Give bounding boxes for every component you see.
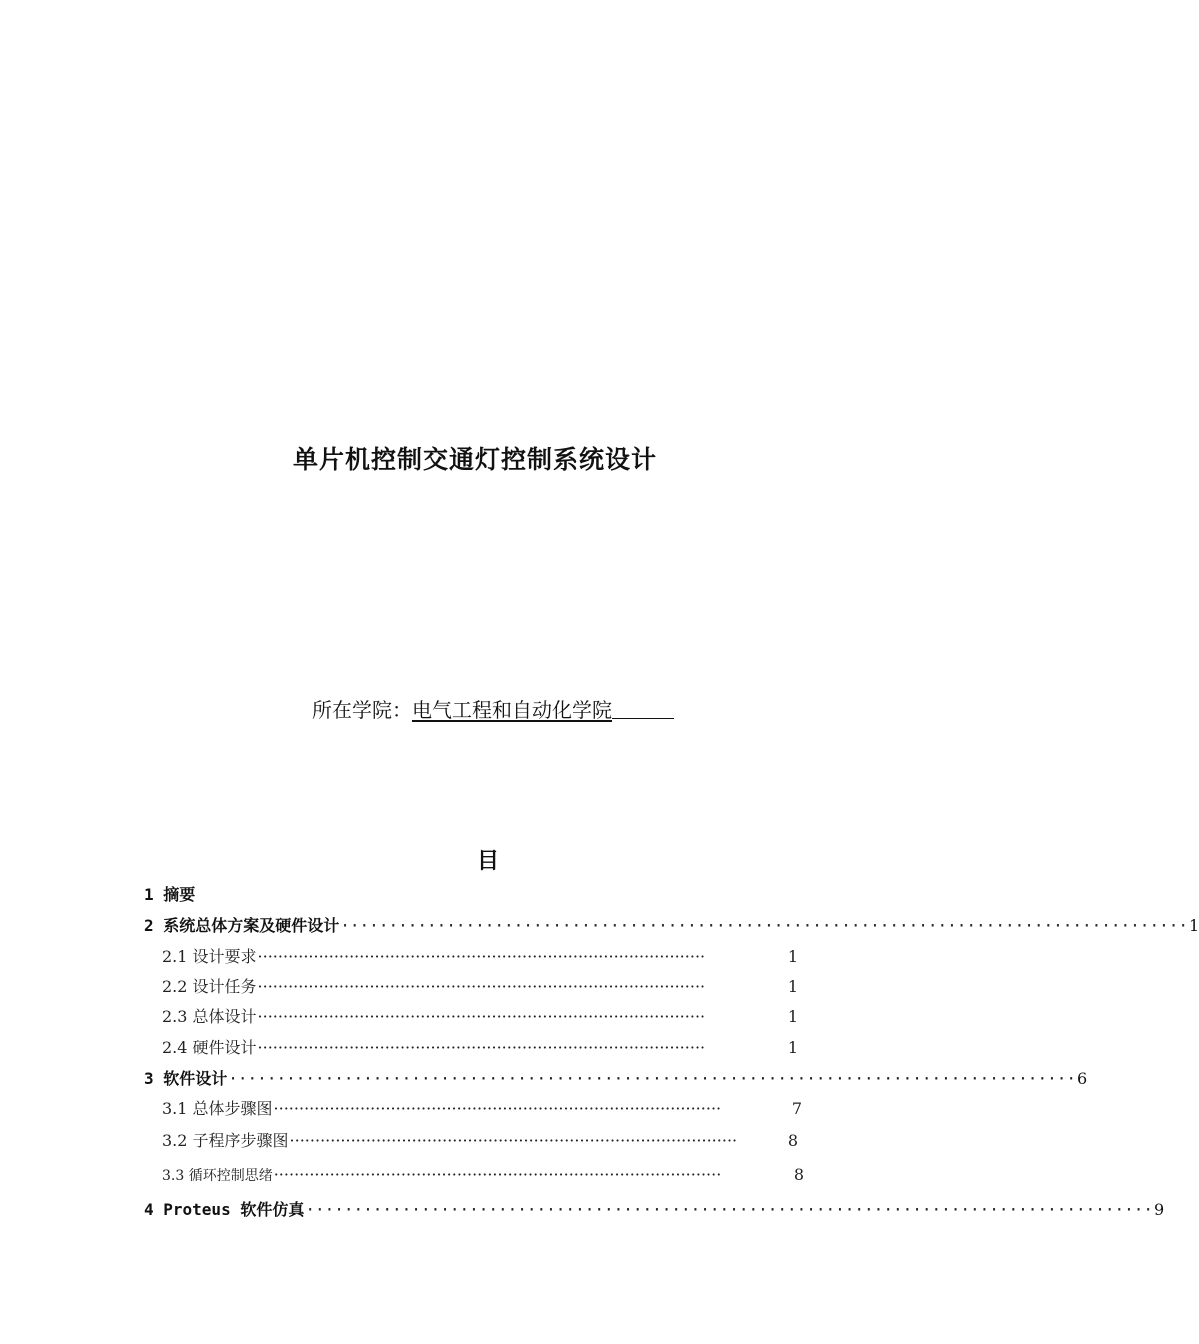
toc-page-number: 9 [1154, 1200, 1165, 1219]
toc-page-number: 1 [787, 1007, 798, 1026]
toc-entry[interactable] [162, 1035, 798, 1058]
toc-entry-text: 3.1 总体步骤图 [162, 1099, 273, 1118]
toc-page-number: 7 [791, 1099, 802, 1118]
toc-entry-text: 3.2 子程序步骤图 [162, 1131, 289, 1150]
toc-entry-text: 2.3 总体设计 [162, 1007, 257, 1026]
toc-page-number: 6 [1076, 1069, 1088, 1088]
college-line [312, 694, 674, 723]
toc-page-number: 1 [1188, 916, 1199, 935]
toc-leader-dots: ························································································ [273, 1099, 722, 1118]
toc-entry-text: 2.4 硬件设计 [162, 1038, 257, 1057]
toc-heading: 目 [476, 849, 499, 874]
toc-leader-dots: ························································································ [289, 1131, 738, 1150]
document-title: 单片机控制交通灯控制系统设计 [292, 445, 657, 474]
toc-leader-dots: ························································································ [257, 947, 706, 966]
college-label: 所在学院： [312, 698, 412, 722]
toc-entry-text: 3 软件设计 [144, 1069, 228, 1088]
toc-entry[interactable] [162, 1004, 798, 1027]
toc-entry-text: 4 Proteus 软件仿真 [144, 1200, 305, 1219]
toc-entry[interactable] [162, 1128, 798, 1151]
toc-leader-dots: ························································································ [257, 977, 706, 996]
toc-entry[interactable] [162, 944, 798, 967]
toc-leader-dots: ························································································ [340, 916, 1188, 935]
toc-page-number: 1 [787, 977, 798, 996]
toc-leader-dots: ························································································ [305, 1200, 1154, 1219]
college-value: 电气工程和自动化学院 [412, 698, 612, 722]
toc-entry-text: 2 系统总体方案及硬件设计 [144, 916, 340, 935]
toc-entry-text: 2.1 设计要求 [162, 947, 257, 966]
toc-entry-text: 2.2 设计任务 [162, 977, 257, 996]
toc-leader-dots: ························································································ [273, 1165, 722, 1184]
toc-entry[interactable] [162, 1165, 804, 1185]
toc-entry-text: 3.3 循环控制思绪 [162, 1168, 273, 1184]
toc-entry[interactable] [144, 1066, 1088, 1089]
toc-leader-dots: ························································································ [257, 1038, 706, 1057]
toc-entry[interactable] [144, 1197, 1165, 1220]
toc-page-number: 8 [793, 1165, 804, 1184]
toc-entry-text: 1 摘要 [144, 885, 196, 904]
toc-page-number: 8 [787, 1131, 798, 1150]
toc-entry[interactable] [162, 974, 798, 997]
toc-entry[interactable] [162, 1096, 802, 1119]
toc-page-number: 1 [787, 1038, 798, 1057]
toc-leader-dots: ························································································ [257, 1007, 706, 1026]
toc-leader-dots: ························································································ [228, 1069, 1076, 1088]
college-underline [612, 696, 674, 719]
toc-entry[interactable] [144, 913, 1199, 936]
toc-page-number: 1 [787, 947, 798, 966]
toc-entry-abstract[interactable] [144, 882, 195, 905]
